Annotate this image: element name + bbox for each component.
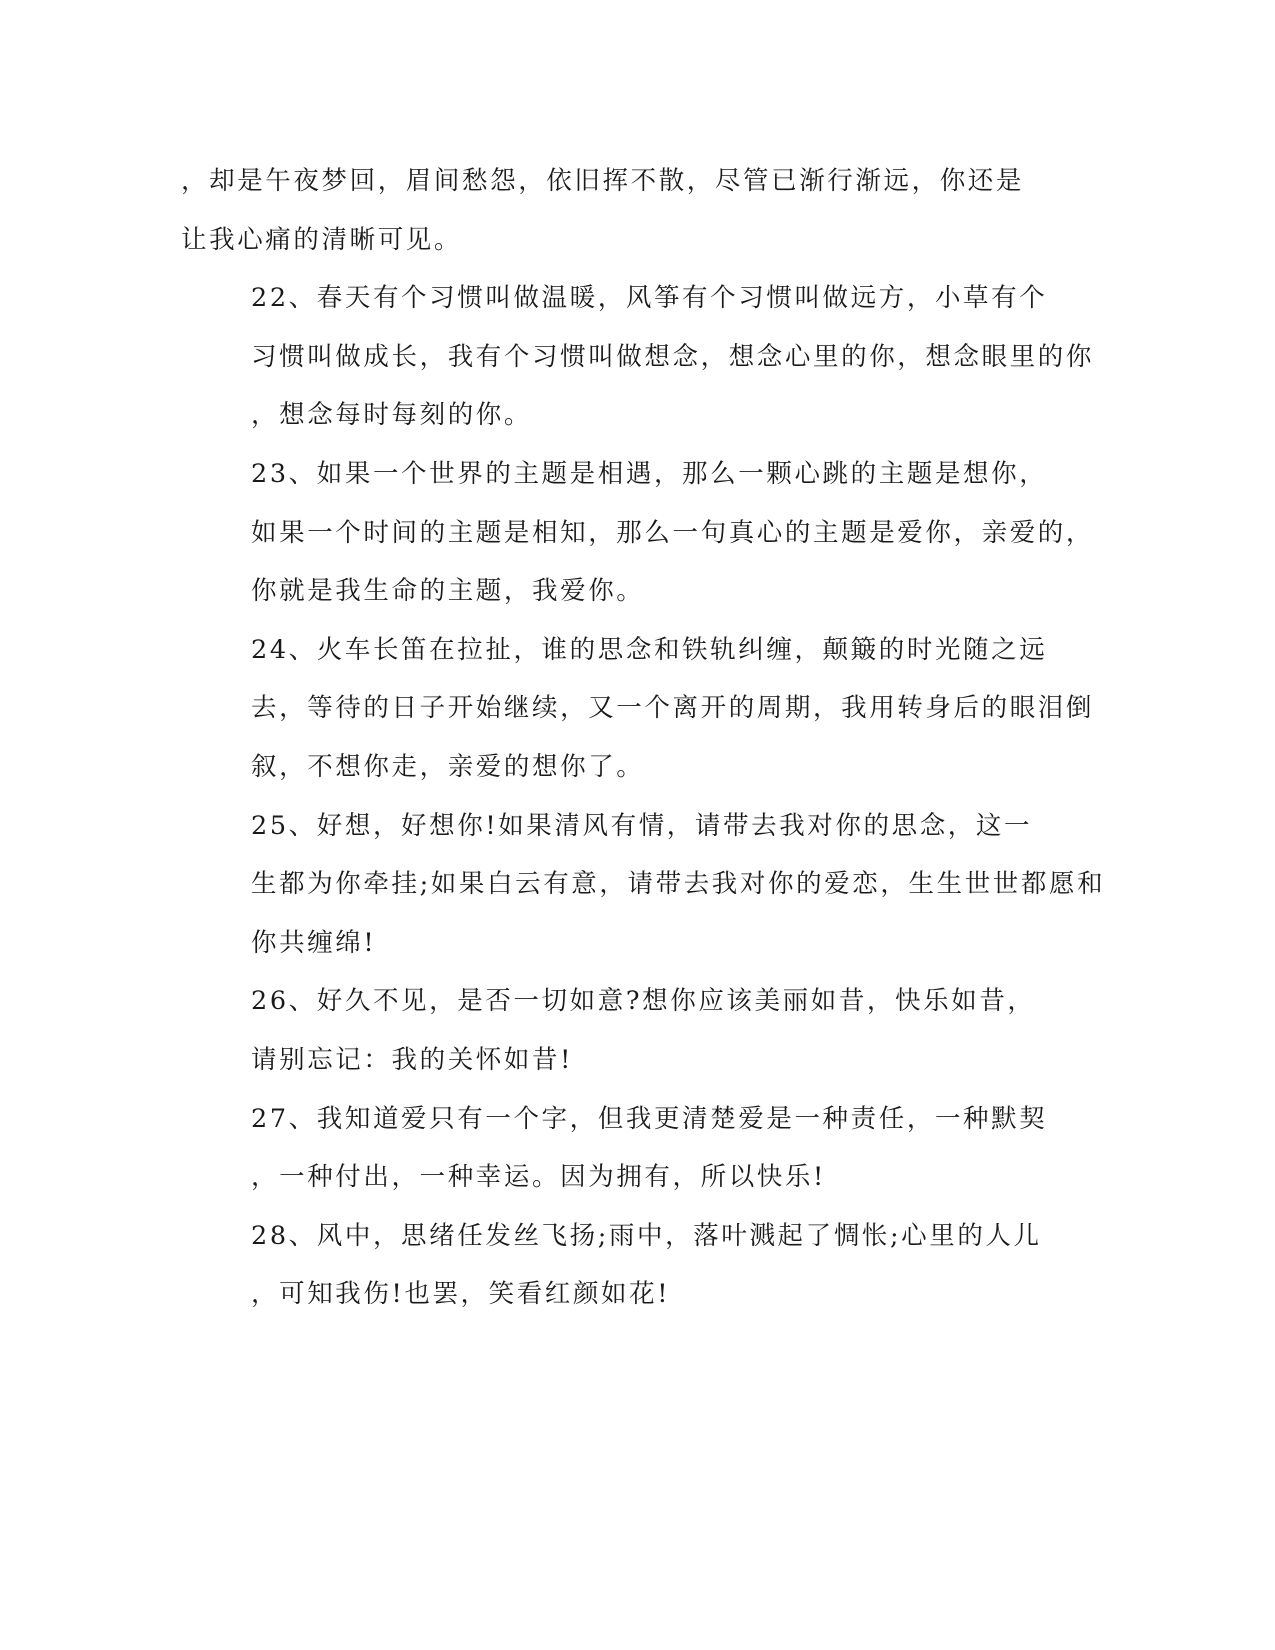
text-line: 让我心痛的清晰可见。: [181, 224, 463, 255]
text-line: 习惯叫做成长，我有个习惯叫做想念，想念心里的你，想念眼里的你: [251, 341, 1095, 372]
text-line: 如果一个时间的主题是相知，那么一句真心的主题是爱你，亲爱的，: [251, 517, 1095, 548]
document-body: [181, 152, 1106, 1324]
paragraph-28: [181, 1207, 1041, 1324]
text-line: 请别忘记：我的关怀如昔!: [251, 1044, 573, 1075]
text-line: 25、好想，好想你!如果清风有情，请带去我对你的思念，这一: [251, 810, 1033, 841]
paragraph-continuation: [181, 152, 1041, 269]
text-line: 28、风中，思绪任发丝飞扬;雨中，落叶溅起了惆怅;心里的人儿: [251, 1220, 1042, 1251]
paragraph-23: [181, 445, 1095, 621]
text-line: ，可知我伤!也罢，笑看红颜如花!: [251, 1279, 671, 1310]
text-line: ，一种付出，一种幸运。因为拥有，所以快乐!: [251, 1162, 826, 1193]
text-line: 24、火车长笛在拉扯，谁的思念和铁轨纠缠，颠簸的时光随之远: [251, 634, 1048, 665]
text-line: 叙，不想你走，亲爱的想你了。: [251, 751, 645, 782]
text-line: 27、我知道爱只有一个字，但我更清楚爱是一种责任，一种默契: [251, 1103, 1048, 1134]
paragraph-22: [181, 269, 1095, 445]
text-line: 26、好久不见，是否一切如意?想你应该美丽如昔，快乐如昔，: [251, 986, 1036, 1017]
text-line: 你就是我生命的主题，我爱你。: [251, 576, 645, 607]
paragraph-25: [181, 797, 1106, 973]
paragraph-24: [181, 621, 1095, 797]
text-line: 生都为你牵挂;如果白云有意，请带去我对你的爱恋，生生世世都愿和: [251, 869, 1106, 900]
text-line: 22、春天有个习惯叫做温暖，风筝有个习惯叫做远方，小草有个: [251, 283, 1048, 314]
paragraph-26: [181, 972, 1041, 1089]
text-line: ，却是午夜梦回，眉间愁怨，依旧挥不散，尽管已渐行渐远，你还是: [181, 166, 1025, 196]
text-line: 23、如果一个世界的主题是相遇，那么一颗心跳的主题是想你，: [251, 458, 1048, 489]
text-line: ，想念每时每刻的你。: [251, 400, 533, 431]
text-line: 你共缠绵!: [251, 927, 377, 958]
paragraph-27: [181, 1090, 1048, 1207]
text-line: 去，等待的日子开始继续，又一个离开的周期，我用转身后的眼泪倒: [251, 693, 1095, 724]
